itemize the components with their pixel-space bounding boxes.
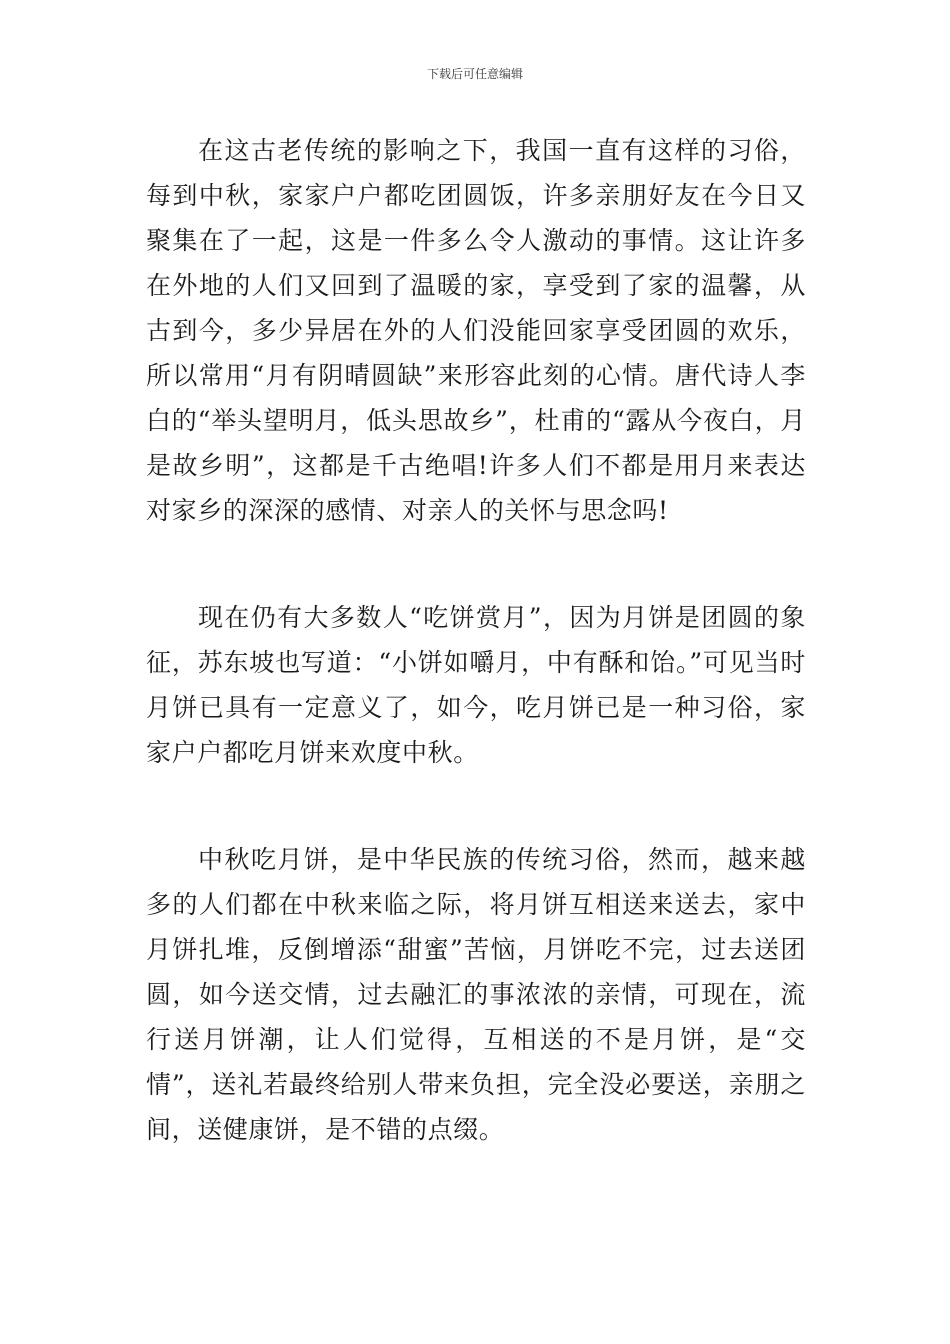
paragraph-3: 中秋吃月饼，是中华民族的传统习俗，然而，越来越多的人们都在中秋来临之际，将月饼互相送来送去，家中月饼扎堆，反倒增添“甜蜜”苦恼，月饼吃不完，过去送团圆，如今送交情，过去融汇的事浓浓的亲情，可现在，流行送月饼潮，让人们觉得，互相送的不是月饼，是“交情”，送礼若最终给别人带来负担，完全没必要送，亲朋之间，送健康饼，是不错的点缀。 — [146, 845, 806, 1144]
document-body — [146, 128, 806, 1152]
page-header-note: 下载后可任意编辑 — [426, 67, 523, 81]
paragraph-2: 现在仍有大多数人“吃饼赏月”，因为月饼是团圆的象征，苏东坡也写道：“小饼如嚼月，中有酥和饴。”可见当时月饼已具有一定意义了，如今，吃月饼已是一种习俗，家家户户都吃月饼来欢度中秋。 — [146, 603, 806, 767]
paragraph-1: 在这古老传统的影响之下，我国一直有这样的习俗，每到中秋，家家户户都吃团圆饭，许多亲朋好友在今日又聚集在了一起，这是一件多么令人激动的事情。这让许多在外地的人们又回到了温暖的家，享受到了家的温馨，从古到今，多少异居在外的人们没能回家享受团圆的欢乐，所以常用“月有阴晴圆缺”来形容此刻的心情。唐代诗人李白的“举头望明月，低头思故乡”，杜甫的“露从今夜白，月是故乡明”，这都是千古绝唱!许多人们不都是用月来表达对家乡的深深的感情、对亲人的关怀与思念吗! — [146, 136, 806, 525]
